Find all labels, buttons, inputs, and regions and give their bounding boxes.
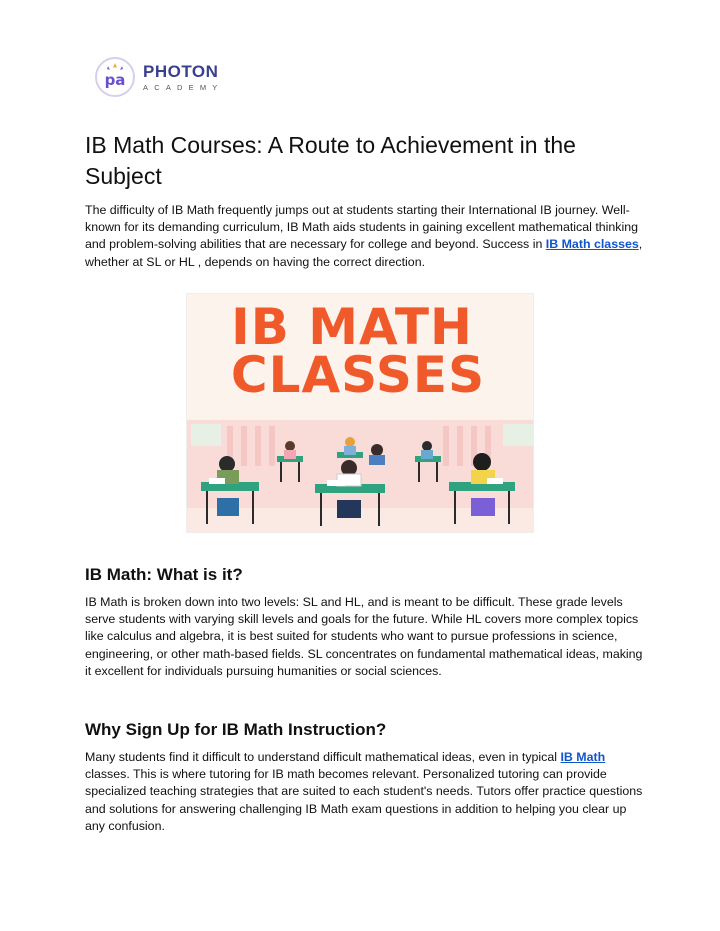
hero-title-line2: CLASSES — [230, 346, 486, 404]
logo-wordmark — [143, 63, 224, 92]
section1-paragraph: IB Math is broken down into two levels: SL and HL, and is meant to be difficult. These grade levels serve students with varying skill levels and goals for the future. While HL covers more complex topics like calculus and algebra, it is best suited for students who want to pursue professions in science, engineering, or other math-based fields. SL concentrates on fundamental mathematical ideas, making it excellent for individuals pursuing humanities or social sciences. — [85, 595, 643, 678]
classroom-illustration — [187, 412, 534, 533]
hero-image — [186, 293, 534, 533]
ib-math-link[interactable]: IB Math — [560, 750, 606, 764]
logo-subtitle: ACADEMY — [143, 82, 224, 92]
section-heading-what-is-ib-math: IB Math: What is it? — [85, 565, 243, 584]
ib-math-classes-link[interactable]: IB Math classes — [545, 237, 639, 252]
section2-paragraph — [85, 749, 645, 835]
section2-text-before: Many students find it difficult to understand difficult mathematical ideas, even in typical — [85, 750, 561, 764]
intro-text-before: The difficulty of IB Math frequently jumps out at students starting their International IB journey. Well-known for its demanding curriculum, IB Math aids students in gaining excellent mathematical thinking and problem-solving abilities that are necessary for college and beyond. Success in — [85, 203, 639, 252]
logo-mark-icon — [95, 57, 135, 97]
logo-name: PHOTON — [143, 61, 219, 81]
section2-text-after: classes. This is where tutoring for IB math becomes relevant. Personalized tutoring can provide specialized teaching strategies that are suited to each student's needs. Tutors offer practice questions and solutions for answering challenging IB Math exam questions in addition to helping you clear up any confusion. — [85, 767, 643, 833]
logo-mark-text: pa — [104, 71, 126, 89]
section-heading-why-sign-up: Why Sign Up for IB Math Instruction? — [85, 720, 387, 739]
page-title: IB Math Courses: A Route to Achievement in the Subject — [85, 132, 576, 189]
intro-text-after: , whether at SL or HL , depends on having the correct direction. — [85, 237, 643, 269]
hero-title-line1: IB MATH — [231, 298, 473, 356]
photon-academy-logo[interactable] — [95, 55, 224, 99]
intro-paragraph — [85, 202, 645, 271]
